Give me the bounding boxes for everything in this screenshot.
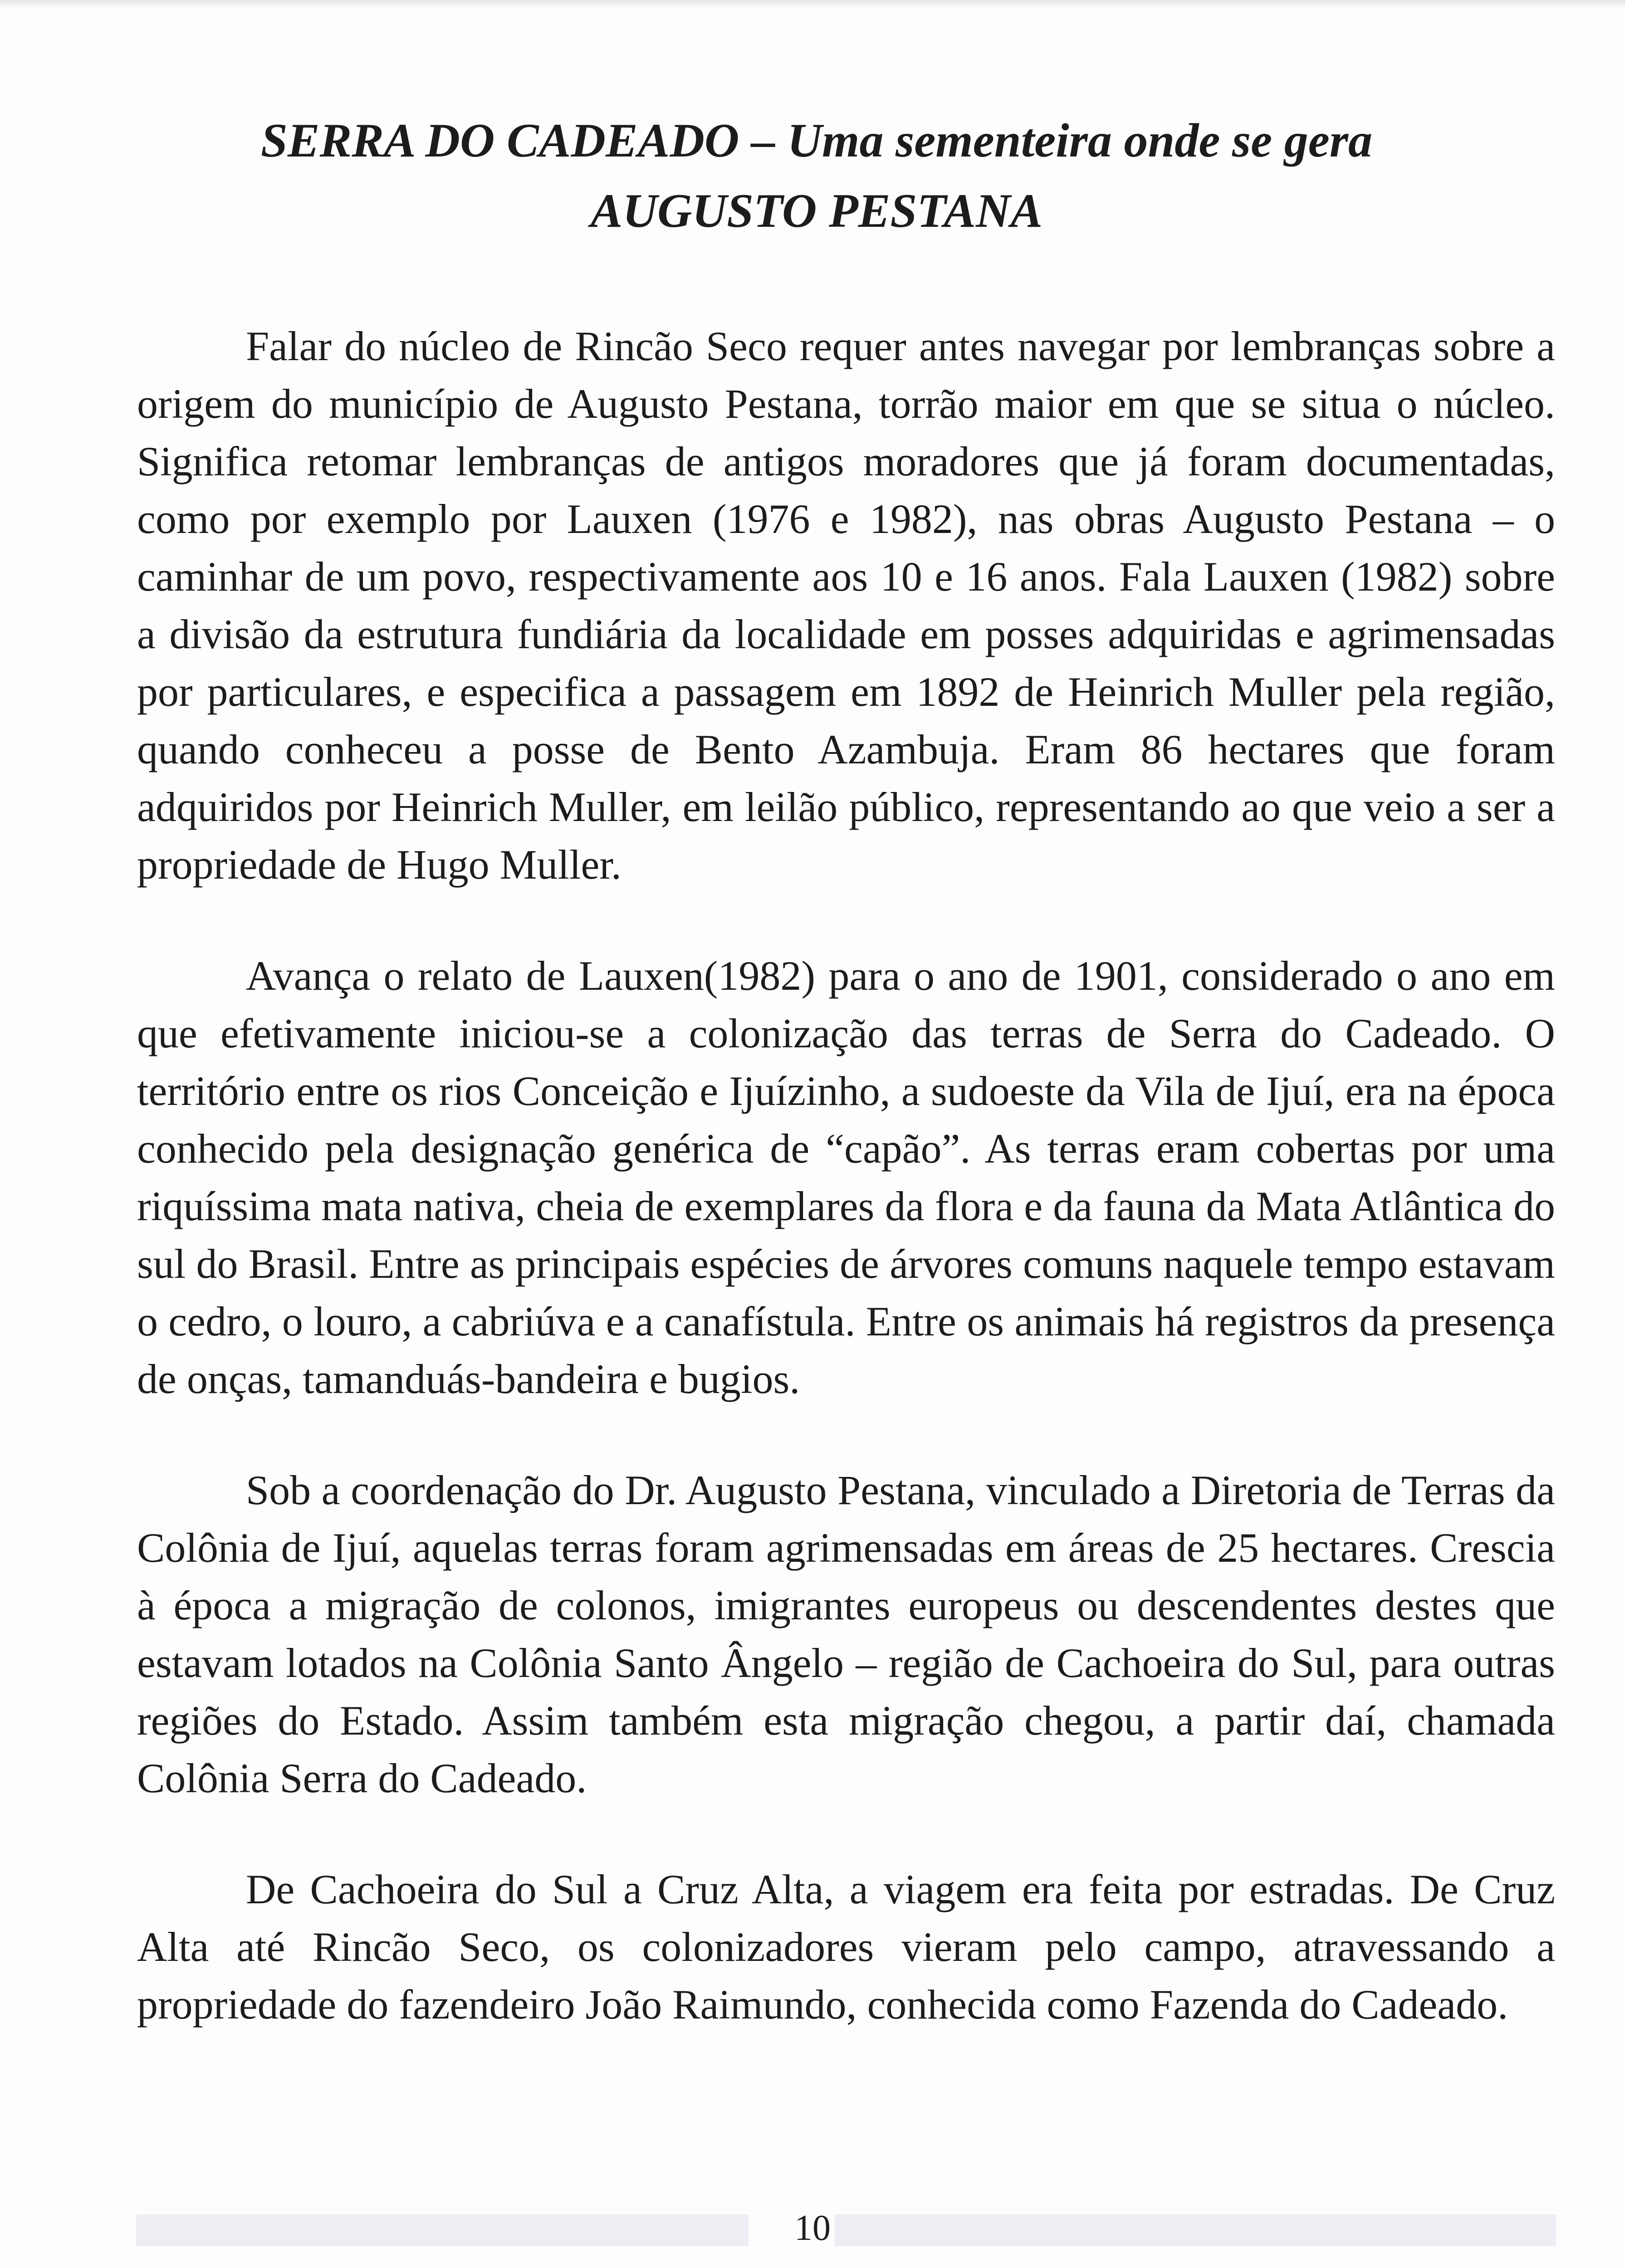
paragraph-1: Falar do núcleo de Rincão Seco requer antes navegar por lembranças sobre a origem do município de Augusto Pestana, torrão maior em que se situa o núcleo. Significa retomar lembranças de antigos moradores que já foram documentadas, como por exemplo por Lauxen (1976 e 1982), nas obras Augusto Pestana – o caminhar de um povo, respectivamente aos 10 e 16 anos. Fala Lauxen (1982) sobre a divisão da estrutura fundiária da localidade em posses adquiridas e agrimensadas por particulares, e especifica a passagem em 1892 de Heinrich Muller pela região, quando conheceu a posse de Bento Azambuja. Eram 86 hectares que foram adquiridos por Heinrich Muller, em leilão público, representando ao que veio a ser a propriedade de Hugo Muller. xyxy=(137,323,1555,888)
paragraph-3: Sob a coordenação do Dr. Augusto Pestana, vinculado a Diretoria de Terras da Colônia de Ijuí, aquelas terras foram agrimensadas em áreas de 25 hectares. Crescia à época a migração de colonos, imigrantes europeus ou descendentes destes que estavam lotados na Colônia Santo Ângelo – região de Cachoeira do Sul, para outras regiões do Estado. Assim também esta migração chegou, a partir daí, chamada Colônia Serra do Cadeado. xyxy=(137,1467,1555,1801)
page-top-edge xyxy=(0,0,1625,8)
page-number: 10 xyxy=(794,2208,831,2248)
chapter-title-line-1: SERRA DO CADEADO – Uma sementeira onde se gera xyxy=(260,114,1372,167)
paragraph-4: De Cachoeira do Sul a Cruz Alta, a viagem era feita por estradas. De Cruz Alta até Rincão Seco, os colonizadores vieram pelo campo, atravessando a propriedade do fazendeiro João Raimundo, conhecida como Fazenda do Cadeado. xyxy=(137,1866,1555,2028)
chapter-title xyxy=(136,105,1497,246)
paragraph-2: Avança o relato de Lauxen(1982) para o ano de 1901, considerado o ano em que efetivamente iniciou-se a colonização das terras de Serra do Cadeado. O território entre os rios Conceição e Ijuízinho, a sudoeste da Vila de Ijuí, era na época conhecido pela designação genérica de “capão”. As terras eram cobertas por uma riquíssima mata nativa, cheia de exemplares da flora e da fauna da Mata Atlântica do sul do Brasil. Entre as principais espécies de árvores comuns naquele tempo estavam o cedro, o louro, a cabriúva e a canafístula. Entre os animais há registros da presença de onças, tamanduás-bandeira e bugios. xyxy=(137,953,1555,1402)
body-text xyxy=(137,318,1555,2087)
chapter-title-line-2: AUGUSTO PESTANA xyxy=(590,184,1043,237)
